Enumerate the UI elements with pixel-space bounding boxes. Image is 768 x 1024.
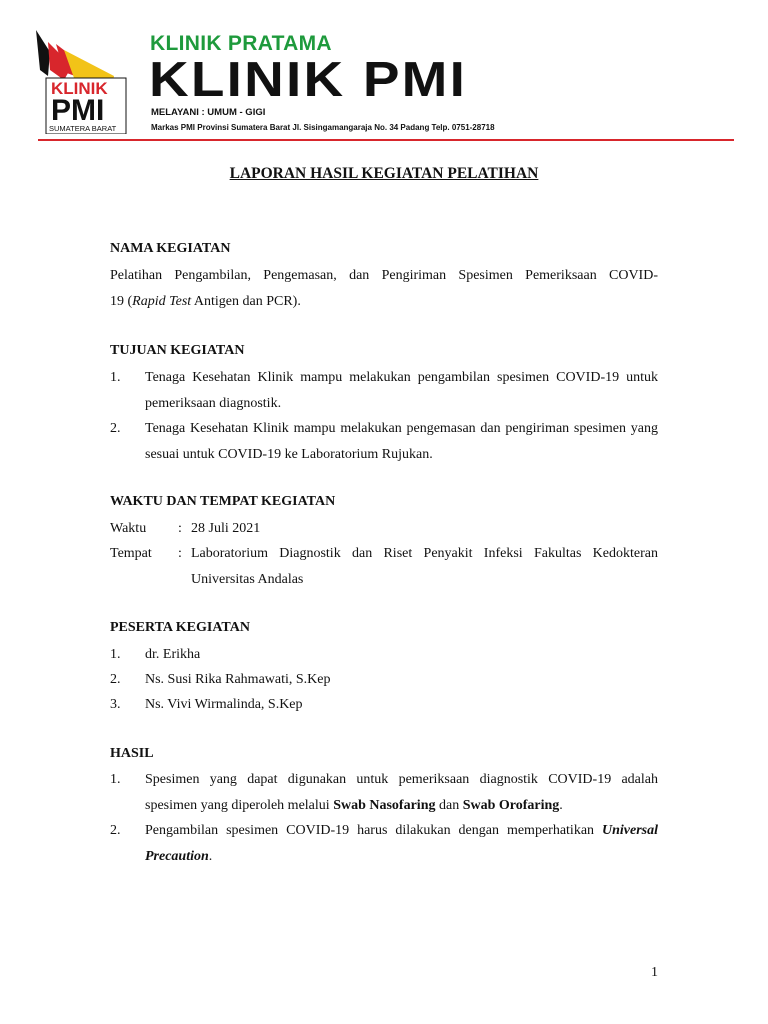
section-heading-hasil: HASIL — [110, 746, 154, 761]
clinic-name: KLINIK PMI — [149, 53, 468, 107]
list-text: Tenaga Kesehatan Klinik mampu melakukan pengemasan dan pengiriman spesimen yang sesuai untuk COVID-19 ke Laboratorium Rujukan. — [145, 421, 658, 462]
list-number: 2. — [110, 421, 121, 436]
clinic-subtitle: KLINIK PRATAMA — [150, 32, 332, 55]
document-title: LAPORAN HASIL KEGIATAN PELATIHAN — [229, 165, 539, 182]
section-heading-tujuan: TUJUAN KEGIATAN — [110, 343, 245, 358]
list-item — [110, 667, 658, 693]
list-item — [110, 642, 658, 668]
pmi-logo — [34, 30, 130, 134]
waktu-label: Waktu — [110, 521, 147, 536]
list-text: Tenaga Kesehatan Klinik mampu melakukan pengambilan spesimen COVID-19 untuk pemeriksaan diagnostik. — [145, 370, 658, 411]
pmi-logo-graphic — [34, 30, 130, 134]
tempat-value: Laboratorium Diagnostik dan Riset Penyakit Infeksi Fakultas Kedokteran Universitas Andalas — [191, 546, 658, 587]
page-number: 1 — [651, 965, 658, 980]
list-item — [110, 365, 658, 416]
nama-kegiatan-line1: Pelatihan Pengambilan, Pengemasan, dan Pengiriman Spesimen Pemeriksaan COVID- — [110, 268, 658, 283]
tempat-row — [110, 541, 658, 592]
list-number: 1. — [110, 370, 121, 385]
list-number: 1. — [110, 647, 121, 662]
list-item — [110, 818, 658, 869]
list-text: Ns. Susi Rika Rahmawati, S.Kep — [145, 672, 331, 687]
clinic-services: MELAYANI : UMUM - GIGI — [151, 107, 266, 118]
list-text: Pengambilan spesimen COVID-19 harus dilakukan dengan memperhatikan Universal Precaution. — [145, 823, 658, 864]
section-heading-nama: NAMA KEGIATAN — [110, 241, 231, 256]
list-item — [110, 767, 658, 818]
list-number: 1. — [110, 772, 121, 787]
list-number: 3. — [110, 697, 121, 712]
list-number: 2. — [110, 672, 121, 687]
nama-kegiatan-text — [110, 263, 658, 314]
letterhead-divider — [38, 139, 734, 141]
logo-text-pmi: PMI — [51, 94, 105, 127]
nama-kegiatan-line2: 19 (Rapid Test Antigen dan PCR). — [110, 293, 301, 309]
section-heading-waktu-tempat: WAKTU DAN TEMPAT KEGIATAN — [110, 494, 336, 509]
waktu-value: 28 Juli 2021 — [191, 521, 261, 536]
waktu-colon: : — [178, 521, 182, 536]
logo-text-region: SUMATERA BARAT — [49, 124, 117, 133]
tempat-label: Tempat — [110, 546, 152, 561]
list-text: dr. Erikha — [145, 647, 201, 662]
clinic-address: Markas PMI Provinsi Sumatera Barat Jl. Sisingamangaraja No. 34 Padang Telp. 0751-28718 — [151, 123, 495, 132]
list-number: 2. — [110, 823, 121, 838]
list-item — [110, 692, 658, 718]
tempat-colon: : — [178, 546, 182, 561]
list-item — [110, 416, 658, 467]
logo-text-klinik: KLINIK — [51, 79, 108, 98]
waktu-row — [110, 516, 658, 542]
list-text: Ns. Vivi Wirmalinda, S.Kep — [145, 697, 303, 712]
section-heading-peserta: PESERTA KEGIATAN — [110, 620, 250, 635]
list-text: Spesimen yang dapat digunakan untuk pemeriksaan diagnostik COVID-19 adalah spesimen yang diperoleh melalui Swab Nasofaring dan Swab Orofaring. — [145, 772, 658, 813]
